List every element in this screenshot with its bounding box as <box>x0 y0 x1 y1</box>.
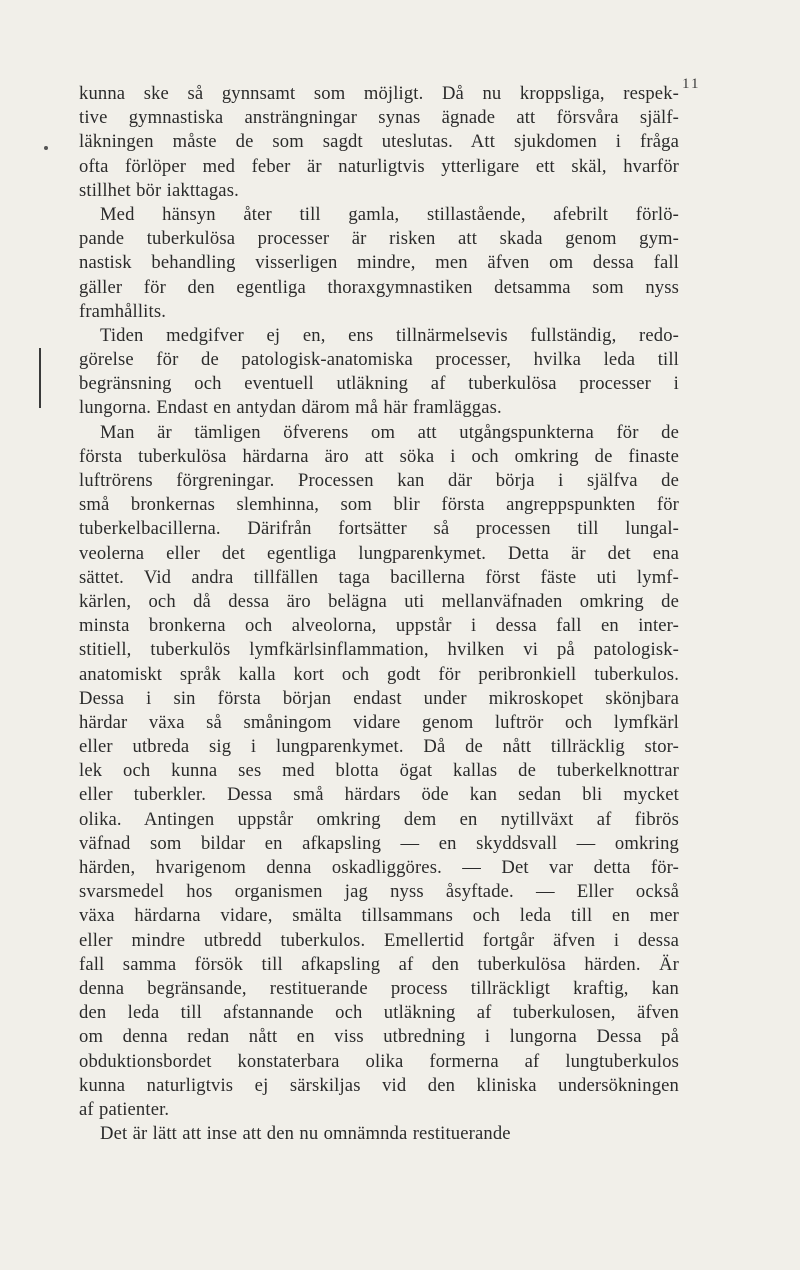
text-line: första tuberkulösa härdarna äro att söka i och omkring de finaste <box>79 445 679 467</box>
text-line: härdar växa så småningom vidare genom luftrör och lymfkärl <box>79 711 679 733</box>
text-line: kunna naturligtvis ej särskiljas vid den kliniska undersökningen <box>79 1074 679 1096</box>
text-line: pande tuberkulösa processer är risken att skada genom gym- <box>79 228 679 250</box>
text-line: stitiell, tuberkulös lymfkärlsinflammation, hvilken vi på patologisk- <box>79 639 679 661</box>
paragraph <box>79 1122 679 1146</box>
text-line: små bronkernas slemhinna, som blir första angreppspunkten för <box>79 494 679 516</box>
text-line: sättet. Vid andra tillfällen taga bacillerna först fäste uti lymf- <box>79 566 679 588</box>
text-line: fall samma försök till afkapsling af den tuberkulösa härden. Är <box>79 953 679 975</box>
text-line: svarsmedel hos organismen jag nyss åsyftade. — Eller också <box>79 881 679 903</box>
text-line: härden, hvarigenom denna oskadliggöres. — Det var detta för- <box>79 857 679 878</box>
text-line: eller tuberkler. Dessa små härdars öde kan sedan bli mycket <box>79 784 679 806</box>
text-line: Med hänsyn åter till gamla, stillastående, afebrilt förlö- <box>100 203 679 225</box>
text-line: luftrörens förgreningar. Processen kan där börja i själfva de <box>79 470 679 491</box>
text-line: tive gymnastiska ansträngningar synas ägnade att försvåra själf- <box>79 107 679 129</box>
text-line: gäller för den egentliga thoraxgymnastiken detsamma som nyss <box>79 276 679 298</box>
text-line: eller utbreda sig i lungparenkymet. Då de nått tillräcklig stor- <box>79 736 679 758</box>
text-line: görelse för de patologisk-anatomiska processer, hvilka leda till <box>79 349 679 371</box>
body-text <box>79 82 679 1146</box>
text-line: Dessa i sin första början endast under mikroskopet skönjbara <box>79 687 679 709</box>
text-line: begränsning och eventuell utläkning af tuberkulösa processer i <box>79 373 679 395</box>
text-line: obduktionsbordet konstaterbara olika formerna af lungtuberkulos <box>79 1050 679 1072</box>
text-line: läkningen måste de som sagdt uteslutas. Att sjukdomen i fråga <box>79 131 679 153</box>
paragraph <box>79 203 679 324</box>
page-number: 11 <box>682 76 701 92</box>
text-line: kärlen, och då dessa äro belägna uti mellanväfnaden omkring de <box>79 590 679 612</box>
text-line: tuberkelbacillerna. Därifrån fortsätter så processen till lungal- <box>79 518 679 540</box>
text-line: den leda till afstannande och utläkning af tuberkulosen, äfven <box>79 1002 679 1024</box>
text-line: Tiden medgifver ej en, ens tillnärmelsevis fullständig, redo- <box>100 324 679 346</box>
text-line: växa härdarna vidare, smälta tillsammans och leda till en mer <box>79 905 679 927</box>
text-line: Det är lätt att inse att den nu omnämnda restituerande <box>100 1123 511 1145</box>
text-line: eller mindre utbredd tuberkulos. Emellertid fortgår äfven i dessa <box>79 929 679 951</box>
paragraph <box>79 421 679 1122</box>
text-line: väfnad som bildar en afkapsling — en skyddsvall — omkring <box>79 832 679 854</box>
text-line: framhållits. <box>79 300 166 322</box>
paragraph <box>79 82 679 203</box>
text-line: veolerna eller det egentliga lungparenkymet. Detta är det ena <box>79 542 679 564</box>
text-line: olika. Antingen uppstår omkring dem en nytillväxt af fibrös <box>79 808 679 830</box>
text-line: ofta förlöper med feber är naturligtvis ytterligare ett skäl, hvarför <box>79 155 679 177</box>
text-line: Man är tämligen öfverens om att utgångspunkterna för de <box>100 421 679 443</box>
text-line: denna begränsande, restituerande process tillräckligt kraftig, kan <box>79 977 679 999</box>
paragraph <box>79 324 679 421</box>
text-line: anatomiskt språk kalla kort och godt för peribronkiell tuberkulos. <box>79 663 679 685</box>
margin-dot-mark <box>44 146 48 150</box>
text-line: stillhet bör iakttagas. <box>79 179 239 201</box>
text-line: lungorna. Endast en antydan därom må här framläggas. <box>79 397 502 419</box>
text-line: af patienter. <box>79 1098 170 1120</box>
text-line: lek och kunna ses med blotta ögat kallas de tuberkelknottrar <box>79 760 679 782</box>
text-line: kunna ske så gynnsamt som möjligt. Då nu kroppsliga, respek- <box>79 83 679 104</box>
text-line: nastisk behandling visserligen mindre, men äfven om dessa fall <box>79 252 679 274</box>
text-line: om denna redan nått en viss utbredning i lungorna Dessa på <box>79 1026 679 1048</box>
text-line: minsta bronkerna och alveolorna, uppstår i dessa fall en inter- <box>79 615 679 637</box>
margin-line-mark <box>39 348 41 408</box>
